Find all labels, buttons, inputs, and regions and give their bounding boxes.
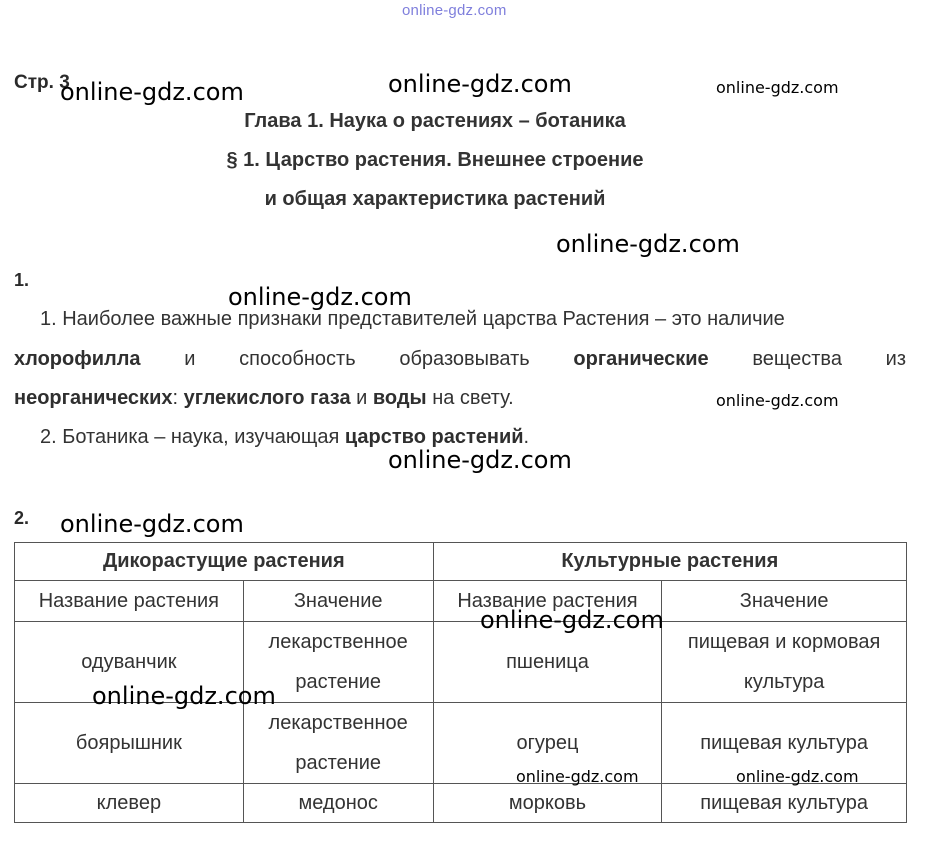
table-cell: медонос <box>243 784 433 823</box>
source-url[interactable]: online-gdz.com <box>402 2 507 19</box>
table-cell: лекарственное растение <box>243 703 433 784</box>
column-header: Значение <box>662 581 907 622</box>
term-chlorophyll: хлорофилла <box>14 348 141 370</box>
task-2-number: 2. <box>14 508 30 528</box>
watermark: online-gdz.com <box>716 78 839 97</box>
term-inorganic: неорганических <box>14 387 173 409</box>
watermark: online-gdz.com <box>480 606 664 634</box>
page-number: Стр. 3 <box>14 72 70 93</box>
watermark: online-gdz.com <box>736 767 859 786</box>
term-organic: органические <box>573 348 709 370</box>
table-group-header-row <box>15 543 907 581</box>
watermark: online-gdz.com <box>92 682 276 710</box>
group-header-cultivated: Культурные растения <box>433 543 906 581</box>
task-1-paragraph-1-line-3 <box>14 387 514 410</box>
table-column-header-row <box>15 581 907 622</box>
column-header: Название растения <box>433 581 662 622</box>
table-cell: лекарственное растение <box>243 622 433 703</box>
group-header-wild: Дикорастущие растения <box>15 543 434 581</box>
watermark: online-gdz.com <box>388 70 572 98</box>
punctuation: : <box>172 387 184 409</box>
column-header: Значение <box>243 581 433 622</box>
word: и <box>350 387 373 409</box>
term-water: воды <box>372 387 427 409</box>
table-row <box>15 784 907 823</box>
watermark: online-gdz.com <box>228 283 412 311</box>
word: и <box>184 348 196 370</box>
punctuation: . <box>523 426 530 448</box>
word: на свету. <box>426 387 514 409</box>
table-cell: пшеница <box>433 622 662 703</box>
watermark: online-gdz.com <box>556 230 740 258</box>
chapter-title: Глава 1. Наука о растениях – ботаника <box>244 110 626 132</box>
section-subtitle: и общая характеристика растений <box>264 188 606 210</box>
text: 2. Ботаника – наука, изучающая <box>40 426 345 448</box>
term-co2: углекислого газа <box>183 387 351 409</box>
task-1-paragraph-1-line-1: 1. Наиболее важные признаки представителей царства Растения – это наличие <box>40 308 785 330</box>
watermark: online-gdz.com <box>60 78 244 106</box>
word: образовывать <box>399 348 530 370</box>
table-cell: боярышник <box>15 703 244 784</box>
word: вещества <box>752 348 842 370</box>
column-header: Название растения <box>15 581 244 622</box>
task-1-paragraph-1-line-2 <box>14 348 906 371</box>
word: способность <box>239 348 356 370</box>
table-cell: одуванчик <box>15 622 244 703</box>
table-cell: клевер <box>15 784 244 823</box>
task-1-number: 1. <box>14 270 30 290</box>
table-cell: пищевая культура <box>662 784 907 823</box>
word: из <box>885 348 906 370</box>
watermark: online-gdz.com <box>60 510 244 538</box>
watermark: online-gdz.com <box>716 391 839 410</box>
table-cell: морковь <box>433 784 662 823</box>
table-cell: огурец <box>433 703 662 784</box>
table-cell: пищевая культура <box>662 703 907 784</box>
term-plant-kingdom: царство растений <box>344 426 524 448</box>
table-cell: пищевая и кормовая культура <box>662 622 907 703</box>
section-title: § 1. Царство растения. Внешнее строение <box>226 149 644 171</box>
watermark: online-gdz.com <box>388 446 572 474</box>
watermark: online-gdz.com <box>516 767 639 786</box>
